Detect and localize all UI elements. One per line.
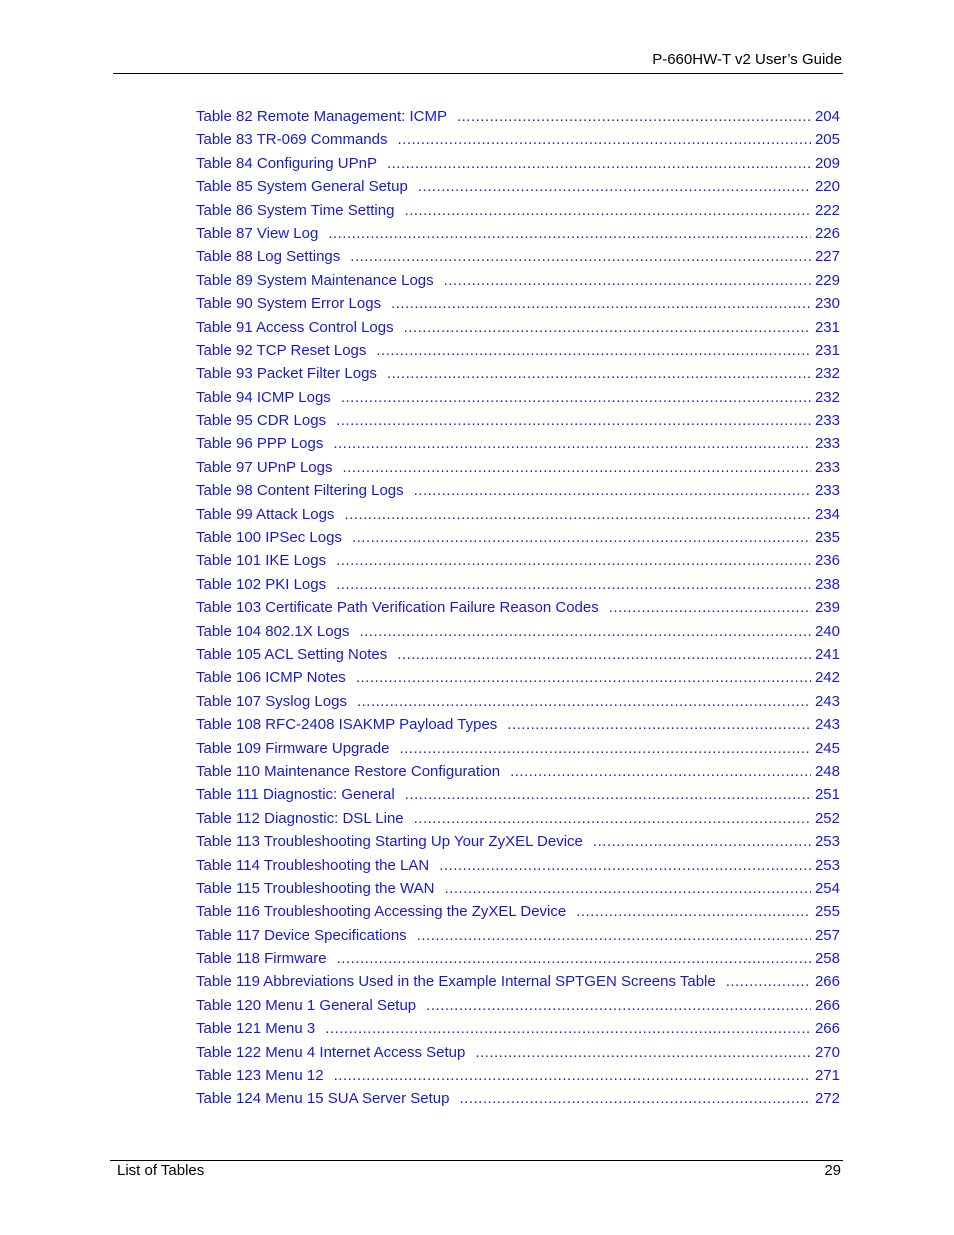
toc-entry-page-number: 253: [814, 833, 840, 851]
dot-leader: [457, 105, 811, 128]
toc-entry-link[interactable]: [196, 432, 840, 455]
toc-entry-page-number: 229: [814, 271, 840, 289]
toc-entry-page-number: 252: [814, 809, 840, 827]
toc-entry-title: Table 85 System General Setup: [196, 178, 408, 196]
toc-entry-page-number: 243: [814, 692, 840, 710]
toc-entry-page-number: 205: [814, 131, 840, 149]
toc-entry-title: Table 101 IKE Logs: [196, 552, 327, 570]
toc-entry-title: Table 121 Menu 3: [196, 1020, 316, 1038]
toc-entry-title: Table 83 TR-069 Commands: [196, 131, 388, 149]
dot-leader: [336, 549, 811, 572]
toc-entry-page-number: 204: [814, 108, 840, 125]
toc-entry-title: Table 119 Abbreviations Used in the Example Internal SPTGEN Screens Table: [196, 973, 716, 991]
toc-entry-title: Table 91 Access Control Logs: [196, 318, 394, 336]
toc-entry-link[interactable]: [196, 1064, 840, 1087]
footer-divider: [110, 1160, 843, 1161]
toc-entry-link[interactable]: [196, 807, 840, 830]
toc-entry-link[interactable]: [196, 690, 840, 713]
dot-leader: [387, 362, 811, 385]
toc-entry-page-number: 254: [814, 879, 840, 897]
toc-entry-link[interactable]: [196, 737, 840, 760]
toc-entry-title: Table 96 PPP Logs: [196, 435, 324, 453]
toc-entry-page-number: 243: [814, 716, 840, 734]
toc-entry-link[interactable]: [196, 620, 840, 643]
toc-entry-page-number: 266: [814, 973, 840, 991]
toc-entry-link[interactable]: [196, 362, 840, 385]
toc-entry-title: Table 86 System Time Setting: [196, 201, 395, 219]
dot-leader: [337, 947, 811, 970]
dot-leader: [404, 316, 811, 339]
toc-entry-page-number: 227: [814, 248, 840, 266]
dot-leader: [387, 152, 811, 175]
dot-leader: [397, 643, 811, 666]
toc-entry-title: Table 124 Menu 15 SUA Server Setup: [196, 1090, 450, 1108]
toc-entry-page-number: 258: [814, 950, 840, 968]
dot-leader: [376, 339, 811, 362]
toc-entry-page-number: 232: [814, 388, 840, 406]
dot-leader: [417, 924, 811, 947]
dot-leader: [357, 690, 811, 713]
toc-entry-page-number: 232: [814, 365, 840, 383]
toc-entry-page-number: 266: [814, 1020, 840, 1038]
toc-entry-page-number: 266: [814, 996, 840, 1014]
toc-entry-page-number: 226: [814, 224, 840, 242]
dot-leader: [609, 596, 811, 619]
toc-entry-link[interactable]: [196, 877, 840, 900]
dot-leader: [444, 269, 811, 292]
toc-entry-title: Table 84 Configuring UPnP: [196, 154, 377, 172]
dot-leader: [391, 292, 811, 315]
dot-leader: [352, 526, 811, 549]
toc-entry-page-number: 235: [814, 529, 840, 547]
dot-leader: [399, 737, 811, 760]
toc-entry-link[interactable]: [196, 970, 840, 993]
toc-entry-page-number: 271: [814, 1067, 840, 1085]
dot-leader: [414, 807, 811, 830]
toc-entry-page-number: 255: [814, 903, 840, 921]
toc-entry-page-number: 231: [814, 318, 840, 336]
toc-entry-link[interactable]: [196, 245, 840, 268]
toc-entry-title: Table 95 CDR Logs: [196, 412, 327, 430]
dot-leader: [426, 994, 811, 1017]
toc-entry-page-number: 238: [814, 575, 840, 593]
toc-entry-link[interactable]: [196, 573, 840, 596]
toc-entry-title: Table 92 TCP Reset Logs: [196, 341, 367, 359]
toc-entry-title: Table 108 RFC-2408 ISAKMP Payload Types: [196, 716, 498, 734]
toc-entry-title: Table 114 Troubleshooting the LAN: [196, 856, 430, 874]
dot-leader: [726, 970, 811, 993]
toc-entry-title: Table 113 Troubleshooting Starting Up Your ZyXEL Device: [196, 833, 583, 851]
toc-entry-title: Table 118 Firmware: [196, 950, 327, 968]
toc-entry-title: Table 122 Menu 4 Internet Access Setup: [196, 1043, 466, 1061]
list-of-tables: [196, 105, 840, 1111]
header-divider: [113, 73, 843, 74]
toc-entry-page-number: 253: [814, 856, 840, 874]
dot-leader: [344, 503, 811, 526]
toc-entry-page-number: 233: [814, 458, 840, 476]
dot-leader: [356, 666, 811, 689]
toc-entry-title: Table 110 Maintenance Restore Configuration: [196, 762, 501, 780]
toc-entry-title: Table 93 Packet Filter Logs: [196, 365, 377, 383]
toc-entry-title: Table 102 PKI Logs: [196, 575, 327, 593]
toc-entry-link[interactable]: [196, 643, 840, 666]
toc-entry-title: Table 103 Certificate Path Verification Failure Reason Codes: [196, 599, 599, 617]
toc-entry-link[interactable]: [196, 479, 840, 502]
toc-entry-title: Table 89 System Maintenance Logs: [196, 271, 434, 289]
toc-entry-title: Table 90 System Error Logs: [196, 295, 382, 313]
toc-entry-link[interactable]: [196, 1017, 840, 1040]
dot-leader: [444, 877, 810, 900]
toc-entry-link[interactable]: [196, 105, 840, 128]
toc-entry-title: Table 82 Remote Management: ICMP: [196, 108, 447, 125]
dot-leader: [341, 386, 811, 409]
footer-page-number: 29: [824, 1162, 841, 1179]
toc-entry-link[interactable]: [196, 947, 840, 970]
toc-entry-page-number: 231: [814, 341, 840, 359]
toc-entry-page-number: 233: [814, 435, 840, 453]
toc-entry-link[interactable]: [196, 854, 840, 877]
toc-entry-title: Table 120 Menu 1 General Setup: [196, 996, 417, 1014]
toc-entry-link[interactable]: [196, 830, 840, 853]
dot-leader: [510, 760, 811, 783]
toc-entry-page-number: 233: [814, 482, 840, 500]
toc-entry-title: Table 87 View Log: [196, 224, 319, 242]
toc-entry-page-number: 248: [814, 762, 840, 780]
toc-entry-page-number: 239: [814, 599, 840, 617]
dot-leader: [439, 854, 811, 877]
dot-leader: [418, 175, 811, 198]
toc-entry-title: Table 104 802.1X Logs: [196, 622, 350, 640]
toc-entry-link[interactable]: [196, 456, 840, 479]
toc-entry-link[interactable]: [196, 1087, 840, 1110]
toc-entry-link[interactable]: [196, 199, 840, 222]
toc-entry-page-number: 240: [814, 622, 840, 640]
toc-entry-page-number: 236: [814, 552, 840, 570]
dot-leader: [343, 456, 811, 479]
dot-leader: [359, 620, 811, 643]
dot-leader: [334, 1064, 811, 1087]
dot-leader: [328, 222, 811, 245]
toc-entry-link[interactable]: [196, 713, 840, 736]
toc-entry-link[interactable]: [196, 339, 840, 362]
toc-entry-link[interactable]: [196, 292, 840, 315]
toc-entry-page-number: 222: [814, 201, 840, 219]
toc-entry-page-number: 270: [814, 1043, 840, 1061]
toc-entry-title: Table 105 ACL Setting Notes: [196, 645, 388, 663]
toc-entry-title: Table 99 Attack Logs: [196, 505, 335, 523]
toc-entry-title: Table 88 Log Settings: [196, 248, 341, 266]
toc-entry-link[interactable]: [196, 526, 840, 549]
toc-entry-title: Table 115 Troubleshooting the WAN: [196, 879, 435, 897]
dot-leader: [475, 1041, 811, 1064]
dot-leader: [336, 573, 811, 596]
toc-entry-page-number: 233: [814, 412, 840, 430]
dot-leader: [576, 900, 811, 923]
page-header-title: P-660HW-T v2 User’s Guide: [652, 51, 842, 68]
toc-entry-link[interactable]: [196, 549, 840, 572]
toc-entry-link[interactable]: [196, 269, 840, 292]
toc-entry-link[interactable]: [196, 316, 840, 339]
toc-entry-link[interactable]: [196, 900, 840, 923]
dot-leader: [404, 199, 811, 222]
toc-entry-page-number: 230: [814, 295, 840, 313]
dot-leader: [460, 1087, 811, 1110]
toc-entry-page-number: 209: [814, 154, 840, 172]
toc-entry-page-number: 272: [814, 1090, 840, 1108]
toc-entry-link[interactable]: [196, 924, 840, 947]
toc-entry-page-number: 257: [814, 926, 840, 944]
toc-entry-link[interactable]: [196, 760, 840, 783]
toc-entry-page-number: 234: [814, 505, 840, 523]
dot-leader: [397, 128, 810, 151]
toc-entry-title: Table 112 Diagnostic: DSL Line: [196, 809, 404, 827]
toc-entry-link[interactable]: [196, 666, 840, 689]
toc-entry-title: Table 123 Menu 12: [196, 1067, 324, 1085]
toc-entry-title: Table 97 UPnP Logs: [196, 458, 333, 476]
footer-section-name: List of Tables: [117, 1162, 205, 1179]
dot-leader: [507, 713, 811, 736]
dot-leader: [593, 830, 811, 853]
toc-entry-link[interactable]: [196, 175, 840, 198]
dot-leader: [414, 479, 811, 502]
toc-entry-title: Table 117 Device Specifications: [196, 926, 407, 944]
dot-leader: [333, 432, 811, 455]
toc-entry-title: Table 109 Firmware Upgrade: [196, 739, 390, 757]
toc-entry-title: Table 107 Syslog Logs: [196, 692, 347, 710]
toc-entry-link[interactable]: [196, 152, 840, 175]
toc-entry-link[interactable]: [196, 386, 840, 409]
toc-entry-title: Table 94 ICMP Logs: [196, 388, 331, 406]
toc-entry-link[interactable]: [196, 783, 840, 806]
toc-entry-link[interactable]: [196, 994, 840, 1017]
toc-entry-page-number: 220: [814, 178, 840, 196]
toc-entry-link[interactable]: [196, 409, 840, 432]
toc-entry-page-number: 242: [814, 669, 840, 687]
toc-entry-title: Table 98 Content Filtering Logs: [196, 482, 404, 500]
toc-entry-title: Table 116 Troubleshooting Accessing the ZyXEL Device: [196, 903, 567, 921]
dot-leader: [350, 245, 811, 268]
toc-entry-link[interactable]: [196, 222, 840, 245]
toc-entry-link[interactable]: [196, 503, 840, 526]
toc-entry-link[interactable]: [196, 596, 840, 619]
dot-leader: [336, 409, 811, 432]
toc-entry-link[interactable]: [196, 1041, 840, 1064]
toc-entry-title: Table 111 Diagnostic: General: [196, 786, 395, 804]
toc-entry-page-number: 245: [814, 739, 840, 757]
toc-entry-title: Table 100 IPSec Logs: [196, 529, 342, 547]
toc-entry-page-number: 251: [814, 786, 840, 804]
toc-entry-page-number: 241: [814, 645, 840, 663]
dot-leader: [325, 1017, 811, 1040]
toc-entry-title: Table 106 ICMP Notes: [196, 669, 346, 687]
dot-leader: [405, 783, 811, 806]
toc-entry-link[interactable]: [196, 128, 840, 151]
